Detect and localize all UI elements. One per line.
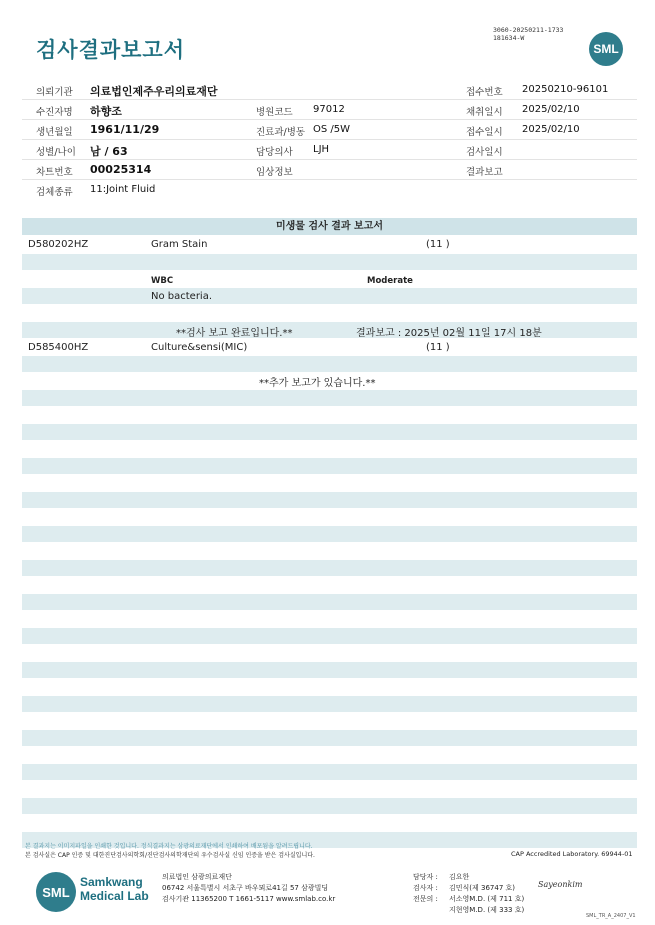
staff-row <box>413 883 524 894</box>
label-receipt-number: 접수번호 <box>466 87 503 98</box>
label-chart-number: 차트번호 <box>36 167 73 178</box>
stripe <box>22 424 637 440</box>
wbc-value: Moderate <box>367 276 413 286</box>
footer-staff <box>413 872 524 916</box>
wbc-label: WBC <box>151 276 174 286</box>
value-doctor: LJH <box>313 144 330 155</box>
value-receipt-number: 20250210-96101 <box>522 84 609 95</box>
stripe <box>22 390 637 406</box>
stripe <box>22 356 637 372</box>
stripe <box>22 594 637 610</box>
label-patient-name: 수진자명 <box>36 107 73 118</box>
value-specimen-type: 11:Joint Fluid <box>90 184 156 195</box>
info-row-specimen <box>22 180 637 200</box>
sml-logo: SML <box>589 32 623 66</box>
test2-code: D585400HZ <box>28 342 89 353</box>
footer-brand <box>80 875 149 903</box>
staff-label: 담당자 : <box>413 873 438 881</box>
test1-code: D580202HZ <box>28 239 89 250</box>
staff-row <box>413 894 524 905</box>
value-birth-date: 1961/11/29 <box>90 123 160 136</box>
label-test-date: 검사일시 <box>466 147 503 158</box>
info-row-birth <box>22 120 637 140</box>
additional-report-notice: **추가 보고가 있습니다.** <box>259 378 376 389</box>
label-sex-age: 성별/나이 <box>36 147 76 158</box>
label-collection-date: 채취일시 <box>466 107 503 118</box>
page-title: 검사결과보고서 <box>36 38 186 62</box>
label-doctor: 담당의사 <box>256 147 293 158</box>
info-row-patient <box>22 100 637 120</box>
report-timestamp: 결과보고 : 2025년 02월 11일 17시 18분 <box>356 328 542 339</box>
info-row-chart <box>22 160 637 180</box>
stripe <box>22 730 637 746</box>
test2-name: Culture&sensi(MIC) <box>151 342 248 353</box>
stripe <box>22 322 637 338</box>
value-hospital-code: 97012 <box>313 104 345 115</box>
label-birth-date: 생년월일 <box>36 127 73 138</box>
org-name: 의료법인 삼광의료재단 <box>162 873 232 881</box>
report-complete-notice: **검사 보고 완료입니다.** <box>176 328 293 339</box>
test2-specimen: (11 ) <box>426 342 450 353</box>
info-row-sex-age <box>22 140 637 160</box>
value-requester: 의료법인제주우리의료재단 <box>90 85 218 98</box>
value-sex-age: 남 / 63 <box>90 145 128 158</box>
stripe <box>22 560 637 576</box>
staff-value: 서소영M.D. (제 711 호) <box>449 895 525 903</box>
value-patient-name: 하향조 <box>90 105 122 118</box>
value-department: OS /5W <box>313 124 351 135</box>
staff-value: 지현영M.D. (제 333 호) <box>449 906 525 914</box>
label-clinical-info: 임상정보 <box>256 167 293 178</box>
stripe <box>22 628 637 644</box>
value-chart-number: 00025314 <box>90 163 152 176</box>
document-code-line1: 3060-20250211-1733 <box>493 26 564 34</box>
label-specimen-type: 검체종류 <box>36 187 73 198</box>
staff-row <box>413 872 524 883</box>
results-stripes <box>22 218 637 848</box>
document-code-line2: 181634-W <box>493 34 525 42</box>
stripe <box>22 492 637 508</box>
handwritten-signature: Sayeonkim <box>538 880 583 889</box>
label-requester: 의뢰기관 <box>36 87 73 98</box>
test1-specimen: (11 ) <box>426 239 450 250</box>
staff-label: 검사자 : <box>413 884 438 892</box>
stripe <box>22 254 637 270</box>
form-code: SML_TR_A_2407_V1 <box>586 913 636 919</box>
value-receipt-date: 2025/02/10 <box>522 124 580 135</box>
info-row-requester <box>22 80 637 100</box>
image-print-notice: 본 결과지는 이미지파일을 인쇄한 것입니다. 정식결과지는 삼광의료재단에서 인쇄하여 배포됨을 알려드립니다. <box>25 843 313 850</box>
value-collection-date: 2025/02/10 <box>522 104 580 115</box>
stripe <box>22 696 637 712</box>
patient-info-table <box>22 80 637 200</box>
label-result-report: 결과보고 <box>466 167 503 178</box>
results-section-title: 미생물 검사 결과 보고서 <box>22 218 637 235</box>
cap-accreditation: CAP Accredited Laboratory. 69944-01 <box>511 850 633 858</box>
staff-row <box>413 905 524 916</box>
staff-value: 김민식(제 36747 호) <box>449 884 515 892</box>
staff-value: 김요한 <box>449 873 470 881</box>
gram-stain-finding: No bacteria. <box>151 291 213 302</box>
stripe <box>22 764 637 780</box>
stripe <box>22 458 637 474</box>
document-code <box>493 26 563 42</box>
label-receipt-date: 접수일시 <box>466 127 503 138</box>
accreditation-notice: 본 검사실은 CAP 인증 및 대한진단검사의학회/진단검사의학재단의 우수검사실 신임 인증을 받은 검사실입니다. <box>25 852 315 859</box>
staff-label: 전문의 : <box>413 895 438 903</box>
stripe <box>22 526 637 542</box>
test1-name: Gram Stain <box>151 239 208 250</box>
stripe <box>22 798 637 814</box>
footer-address <box>162 872 335 905</box>
brand-line2: Medical Lab <box>80 889 149 903</box>
label-department: 진료과/병동 <box>256 127 306 138</box>
stripe <box>22 662 637 678</box>
label-hospital-code: 병원코드 <box>256 107 293 118</box>
stripe <box>22 288 637 304</box>
brand-line1: Samkwang <box>80 875 143 889</box>
org-contact: 검사기관 11365200 T 1661-5117 www.smlab.co.kr <box>162 895 336 903</box>
footer-sml-logo: SML <box>36 872 76 912</box>
org-address: 06742 서울특별시 서초구 바우뫼로41길 57 삼광빌딩 <box>162 884 329 892</box>
